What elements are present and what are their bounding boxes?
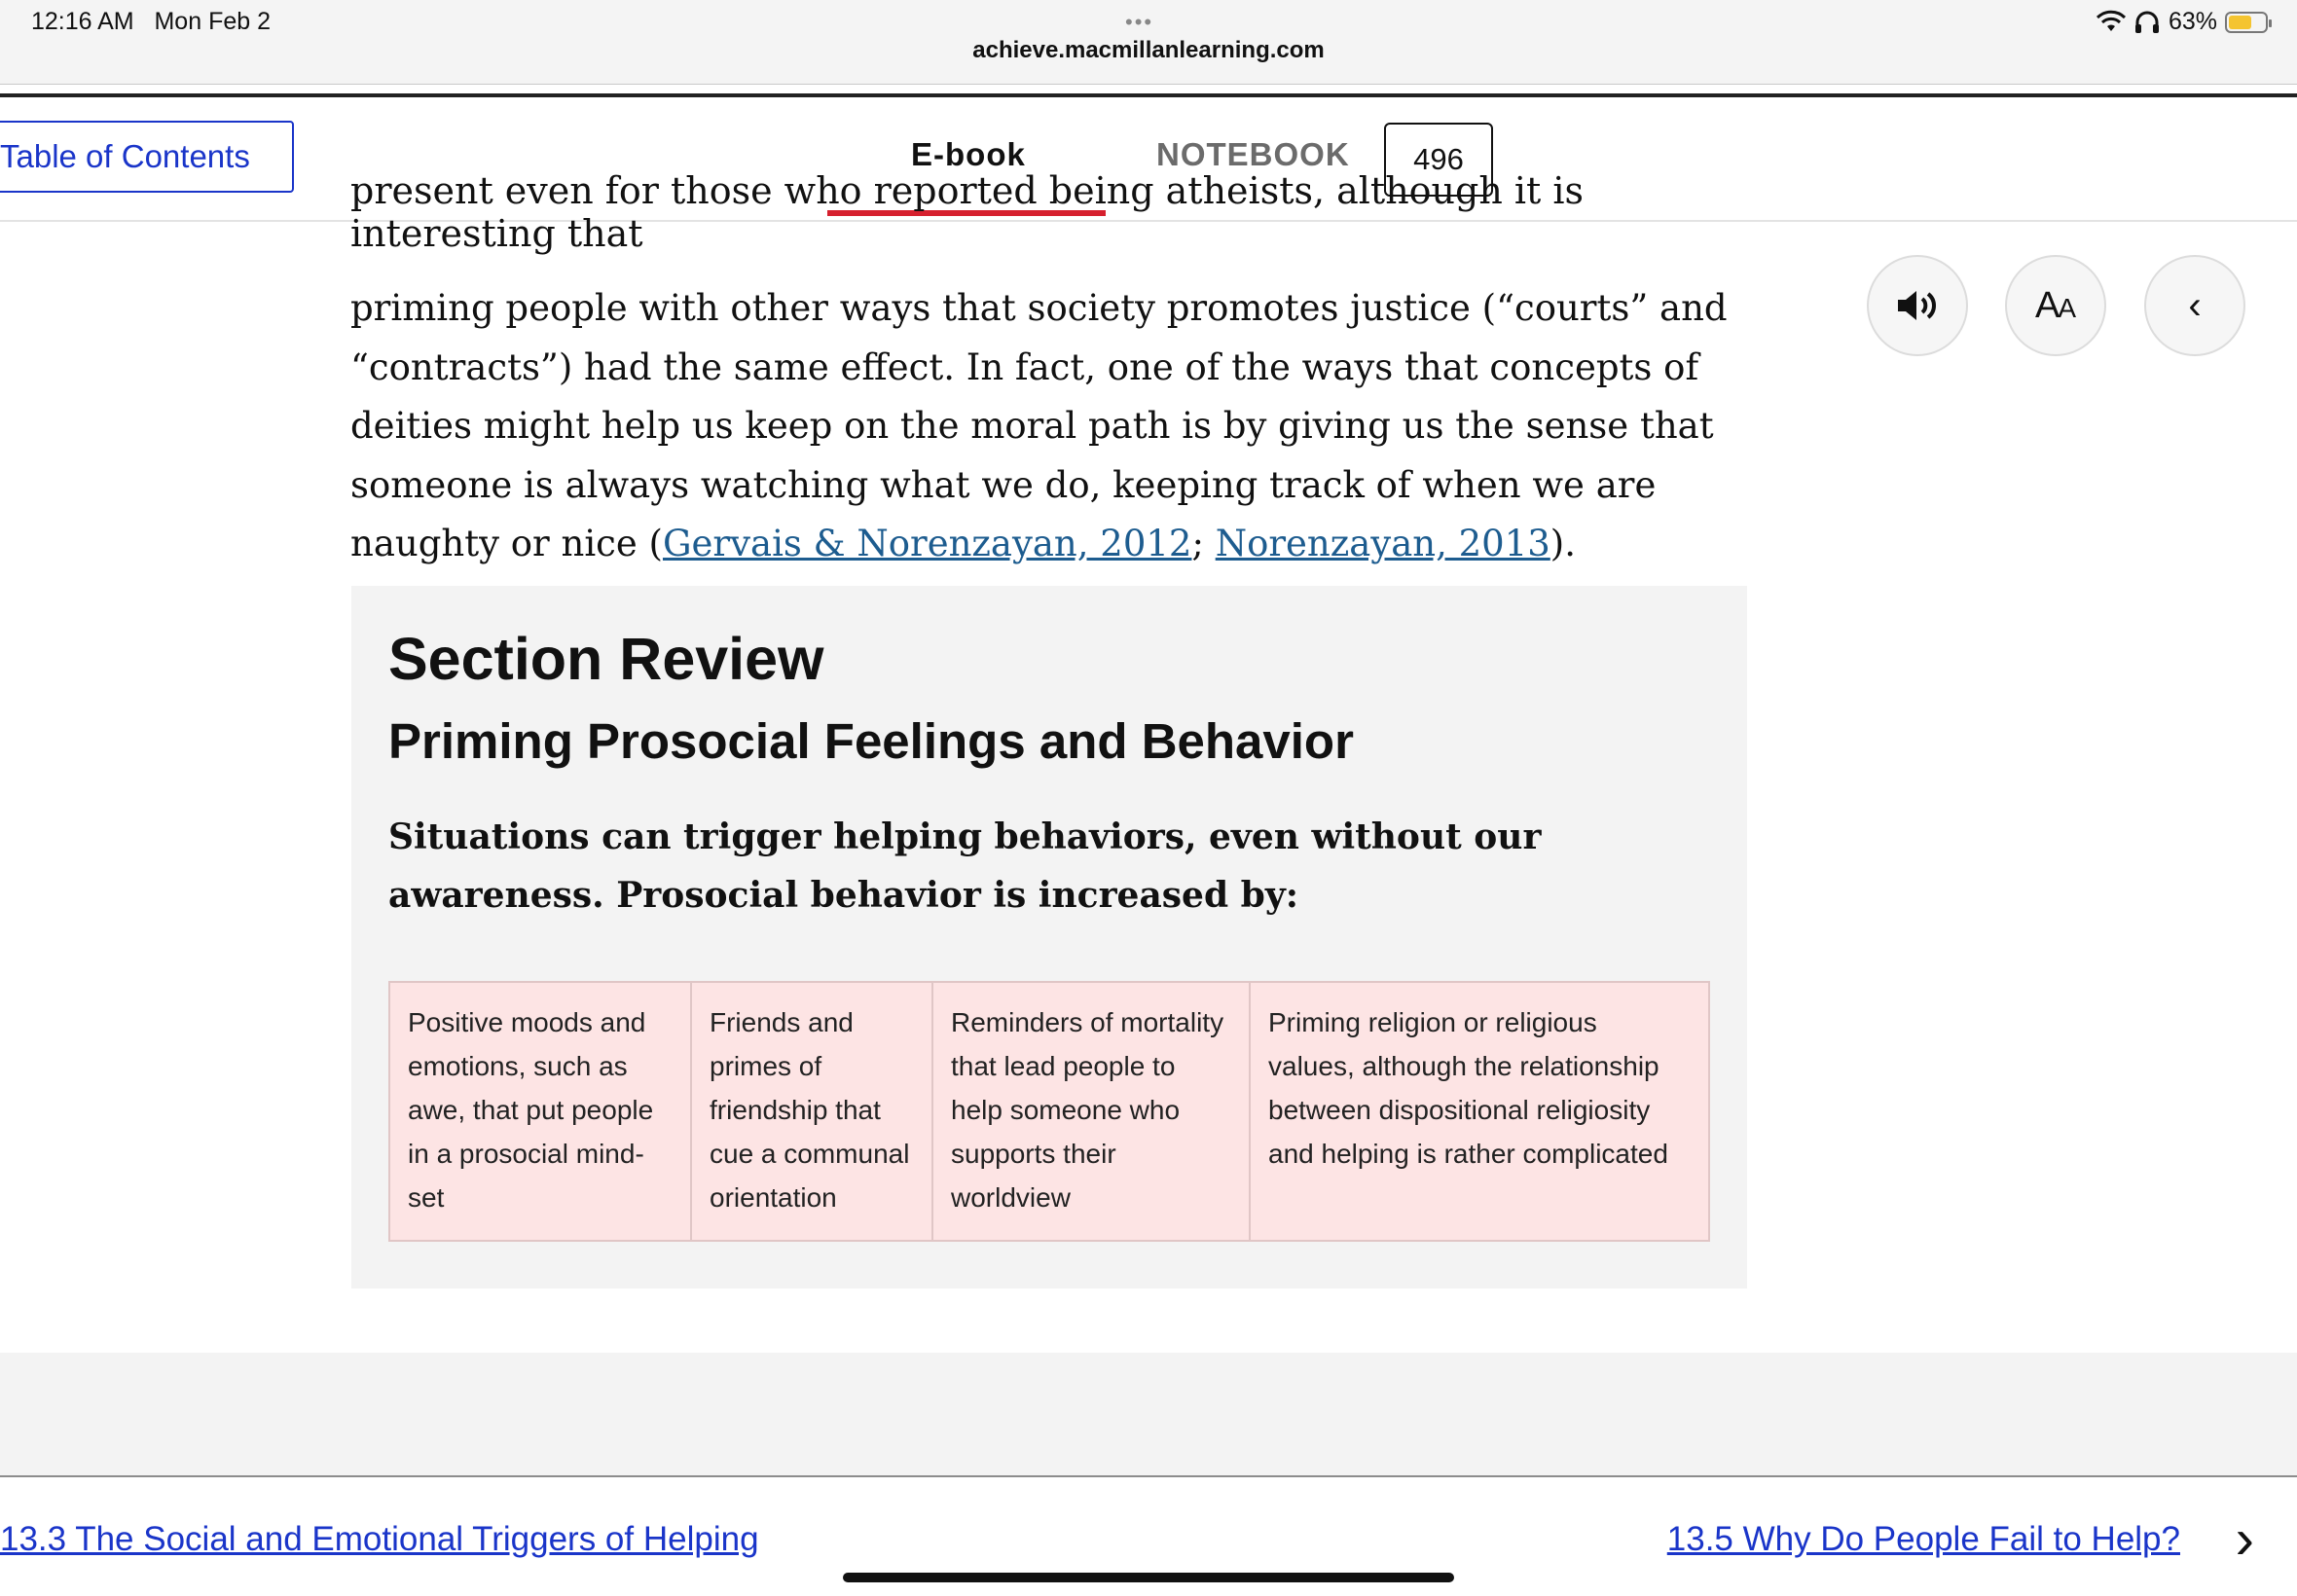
status-indicators — [2096, 8, 2268, 36]
review-summary-table — [388, 981, 1710, 1242]
speaker-icon — [1895, 287, 1940, 324]
body-paragraph: priming people with other ways that society promotes justice (“courts” and “contracts”) had the same effect. In fact, one of the ways that concepts of deities might help us keep on the moral path is by giving us the sense that someone is always watching what we do, keeping track of when we are naughty or nice (Gervais & Norenzayan, 2012; Norenzayan, 2013). — [350, 287, 1728, 564]
font-size-button[interactable] — [2005, 255, 2106, 356]
battery-icon — [2225, 12, 2268, 33]
read-aloud-button[interactable] — [1867, 255, 1968, 356]
home-indicator[interactable] — [843, 1573, 1454, 1582]
review-cell-friends: Friends and primes of friendship that cue a communal orientation — [692, 983, 933, 1240]
section-review-intro: Situations can trigger helping behaviors, even without our awareness. Prosocial behavior is increased by: — [388, 816, 1542, 916]
next-section-link[interactable]: 13.5 Why Do People Fail to Help? — [1666, 1520, 2180, 1558]
footer-spacer — [0, 1353, 2297, 1477]
status-bar — [0, 0, 2297, 85]
review-cell-mortality: Reminders of mortality that lead people to help someone who supports their worldview — [933, 983, 1251, 1240]
chevron-right-icon[interactable]: › — [2235, 1507, 2254, 1571]
citation-link-gervais[interactable]: Gervais & Norenzayan, 2012 — [662, 523, 1192, 564]
partially-hidden-line: present even for those who reported being atheists, although it is interesting that — [350, 169, 1585, 255]
status-time — [31, 8, 271, 36]
headphones-icon — [2133, 11, 2161, 34]
font-size-icon: AA — [2034, 284, 2077, 326]
tab-notebook[interactable]: NOTEBOOK — [1156, 136, 1350, 172]
clock: 12:16 AM — [31, 8, 134, 35]
browser-menu-dots[interactable]: ••• — [1125, 10, 1154, 34]
page-number-box[interactable]: 496 — [1384, 123, 1493, 197]
review-cell-positive-moods: Positive moods and emotions, such as awe, that put people in a prosocial mind-set — [390, 983, 692, 1240]
ebook-content — [0, 169, 2297, 1353]
address-bar[interactable]: achieve.macmillanlearning.com — [972, 37, 1325, 63]
previous-section-link[interactable]: 13.3 The Social and Emotional Triggers of Helping — [0, 1520, 759, 1558]
review-cell-religion: Priming religion or religious values, although the relationship between dispositional religiosity and helping is rather complicated — [1268, 1007, 1668, 1169]
table-of-contents-button[interactable]: Table of Contents — [0, 121, 294, 193]
battery-level — [2229, 16, 2251, 29]
chevron-left-icon: ‹ — [2188, 283, 2202, 327]
section-review-title: Section Review — [388, 626, 824, 692]
citation-link-norenzayan[interactable]: Norenzayan, 2013 — [1215, 523, 1550, 564]
section-review-box — [351, 586, 1747, 1288]
collapse-panel-button[interactable] — [2144, 255, 2245, 356]
wifi-icon — [2096, 12, 2126, 33]
section-review-subtitle: Priming Prosocial Feelings and Behavior — [388, 713, 1354, 769]
tab-ebook[interactable]: E-book — [911, 136, 1026, 172]
battery-percent: 63% — [2168, 8, 2217, 35]
date: Mon Feb 2 — [154, 8, 271, 35]
